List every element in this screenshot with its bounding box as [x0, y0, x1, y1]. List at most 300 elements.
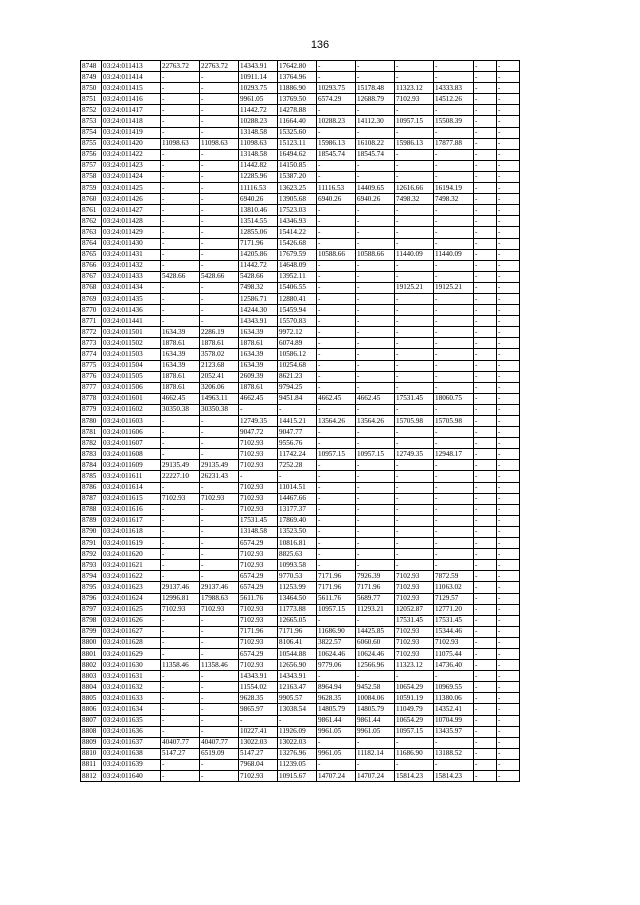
table-cell: - [474, 305, 497, 316]
table-cell: 11926.09 [278, 726, 317, 737]
table-cell: - [200, 216, 239, 227]
table-cell: - [474, 671, 497, 682]
table-cell: 3578.02 [200, 349, 239, 360]
table-row [81, 227, 520, 238]
table-cell: - [200, 105, 239, 116]
table-cell: 13464.50 [278, 593, 317, 604]
table-cell: - [497, 604, 520, 615]
table-cell: 8773 [81, 338, 102, 349]
table-cell: - [317, 538, 356, 549]
table-cell: 5611.76 [317, 593, 356, 604]
table-cell: 14346.93 [278, 216, 317, 227]
table-cell: 7102.93 [395, 94, 434, 105]
table-cell: - [356, 72, 395, 83]
table-cell: - [474, 83, 497, 94]
table-cell: - [497, 316, 520, 327]
table-cell: 8761 [81, 205, 102, 216]
table-cell: 11742.24 [278, 449, 317, 460]
table-cell: 9628.35 [317, 693, 356, 704]
table-cell: 6574.29 [239, 582, 278, 593]
table-cell: - [395, 737, 434, 748]
table-cell: 8777 [81, 382, 102, 393]
table-cell: - [497, 582, 520, 593]
table-cell: 14707.24 [356, 771, 395, 782]
table-cell: - [497, 637, 520, 648]
table-cell: 8758 [81, 171, 102, 182]
table-cell: 03:24:011505 [102, 371, 161, 382]
table-cell: 8775 [81, 360, 102, 371]
table-cell: - [317, 460, 356, 471]
table-cell: 22227.10 [161, 471, 200, 482]
table-cell: 8754 [81, 127, 102, 138]
table-cell: 1634.39 [239, 327, 278, 338]
table-row [81, 549, 520, 560]
table-cell: - [474, 360, 497, 371]
table-cell: - [497, 216, 520, 227]
table-cell: - [200, 260, 239, 271]
table-row [81, 94, 520, 105]
table-cell: 8807 [81, 715, 102, 726]
table-row [81, 682, 520, 693]
table-cell: - [356, 127, 395, 138]
table-cell: 4662.45 [317, 393, 356, 404]
table-cell: - [317, 382, 356, 393]
table-cell: 1634.39 [161, 349, 200, 360]
table-cell: 10816.81 [278, 538, 317, 549]
table-cell: - [497, 171, 520, 182]
table-cell: 13038.54 [278, 704, 317, 715]
table-cell: 8764 [81, 238, 102, 249]
table-cell: 11440.09 [395, 249, 434, 260]
table-row [81, 715, 520, 726]
table-cell: - [434, 227, 474, 238]
table-cell: - [474, 171, 497, 182]
table-cell: 9556.76 [278, 438, 317, 449]
table-cell: 8802 [81, 660, 102, 671]
table-cell: - [395, 460, 434, 471]
table-cell: 4662.45 [356, 393, 395, 404]
table-cell: 11358.46 [200, 660, 239, 671]
table-row [81, 61, 520, 72]
table-row [81, 604, 520, 615]
table-cell: 10591.19 [395, 693, 434, 704]
table-cell: 26231.43 [200, 471, 239, 482]
table-cell: 12688.79 [356, 94, 395, 105]
table-cell: - [317, 338, 356, 349]
table-cell: 12665.05 [278, 615, 317, 626]
table-cell: 10957.15 [356, 449, 395, 460]
table-cell: - [497, 116, 520, 127]
table-cell: - [474, 293, 497, 304]
table-cell: 11098.63 [239, 138, 278, 149]
table-cell: - [200, 72, 239, 83]
table-cell: 03:24:011611 [102, 471, 161, 482]
table-cell: - [395, 671, 434, 682]
table-cell: - [356, 205, 395, 216]
table-cell: 14343.91 [239, 61, 278, 72]
table-cell: 8772 [81, 327, 102, 338]
table-cell: - [474, 482, 497, 493]
table-cell: - [474, 338, 497, 349]
table-cell: 8825.63 [278, 549, 317, 560]
table-row [81, 571, 520, 582]
table-cell: - [497, 438, 520, 449]
table-cell: - [395, 293, 434, 304]
table-cell: 5611.76 [239, 593, 278, 604]
table-cell: - [161, 726, 200, 737]
table-cell: 03:24:011636 [102, 726, 161, 737]
table-cell: - [161, 260, 200, 271]
table-cell: 8811 [81, 759, 102, 770]
table-cell: 11063.02 [434, 582, 474, 593]
table-cell: - [474, 471, 497, 482]
table-cell: 03:24:011415 [102, 83, 161, 94]
table-cell: - [395, 382, 434, 393]
table-cell: - [434, 205, 474, 216]
table-cell: - [200, 482, 239, 493]
table-cell: 1878.61 [161, 371, 200, 382]
table-row [81, 127, 520, 138]
table-cell: 10969.55 [434, 682, 474, 693]
table-cell: 14352.41 [434, 704, 474, 715]
table-cell: 9961.05 [356, 726, 395, 737]
table-cell: - [200, 305, 239, 316]
table-cell: 7171.96 [356, 582, 395, 593]
table-cell: 7926.39 [356, 571, 395, 582]
table-cell: 13177.37 [278, 504, 317, 515]
table-cell: 03:24:011621 [102, 560, 161, 571]
table-cell: - [161, 449, 200, 460]
table-cell: - [356, 526, 395, 537]
table-cell: 5689.77 [356, 593, 395, 604]
table-cell: 8770 [81, 305, 102, 316]
table-cell: - [161, 416, 200, 427]
table-cell: - [356, 360, 395, 371]
table-cell: 03:24:011638 [102, 748, 161, 759]
table-cell: - [497, 748, 520, 759]
table-cell: 03:24:011622 [102, 571, 161, 582]
table-cell: 11116.53 [317, 183, 356, 194]
table-cell: 11293.21 [356, 604, 395, 615]
table-row [81, 615, 520, 626]
table-cell: 8769 [81, 293, 102, 304]
table-row [81, 327, 520, 338]
table-cell: 03:24:011631 [102, 671, 161, 682]
table-cell: - [474, 604, 497, 615]
table-row [81, 83, 520, 94]
table-cell: - [497, 282, 520, 293]
table-cell: 15570.83 [278, 316, 317, 327]
table-cell: - [161, 282, 200, 293]
table-cell: - [474, 194, 497, 205]
table-cell: 03:24:011432 [102, 260, 161, 271]
table-cell: - [497, 160, 520, 171]
table-cell: - [434, 293, 474, 304]
table-cell: - [497, 360, 520, 371]
table-cell: 12996.81 [161, 593, 200, 604]
table-cell: - [395, 538, 434, 549]
table-cell: 03:24:011640 [102, 771, 161, 782]
table-cell: 8755 [81, 138, 102, 149]
table-cell: 14805.79 [356, 704, 395, 715]
table-cell: 14333.83 [434, 83, 474, 94]
table-cell: 10293.75 [239, 83, 278, 94]
table-cell: - [497, 260, 520, 271]
table-cell: - [395, 471, 434, 482]
table-cell: 10957.15 [395, 116, 434, 127]
table-cell: 14648.09 [278, 260, 317, 271]
table-cell: - [161, 482, 200, 493]
table-cell: 8805 [81, 693, 102, 704]
table-cell: - [474, 526, 497, 537]
table-cell: - [497, 493, 520, 504]
table-cell: 13769.50 [278, 94, 317, 105]
table-cell: - [317, 171, 356, 182]
table-cell: 17531.45 [239, 515, 278, 526]
table-row [81, 72, 520, 83]
table-cell: 14512.26 [434, 94, 474, 105]
table-row [81, 194, 520, 205]
table-cell: - [200, 626, 239, 637]
table-cell: - [497, 149, 520, 160]
table-row [81, 471, 520, 482]
table-cell: - [278, 404, 317, 415]
table-cell: 03:24:011608 [102, 449, 161, 460]
table-cell: 8776 [81, 371, 102, 382]
table-cell: - [356, 105, 395, 116]
table-cell: 7102.93 [239, 460, 278, 471]
table-cell: 15178.48 [356, 83, 395, 94]
table-cell: 13764.96 [278, 72, 317, 83]
table-cell: - [317, 61, 356, 72]
table-cell: 9905.57 [278, 693, 317, 704]
table-cell: - [395, 349, 434, 360]
table-body [81, 61, 520, 782]
table-cell: - [474, 271, 497, 282]
table-cell: 8786 [81, 482, 102, 493]
table-row [81, 460, 520, 471]
table-cell: - [161, 759, 200, 770]
table-cell: - [356, 515, 395, 526]
table-cell: - [474, 593, 497, 604]
table-cell: 03:24:011416 [102, 94, 161, 105]
table-cell: 4662.45 [239, 393, 278, 404]
table-row [81, 371, 520, 382]
table-cell: - [395, 72, 434, 83]
table-cell: 29137.46 [161, 582, 200, 593]
table-cell: - [161, 526, 200, 537]
table-cell: - [434, 327, 474, 338]
table-row [81, 105, 520, 116]
table-cell: 11323.12 [395, 660, 434, 671]
table-cell: - [356, 238, 395, 249]
table-cell: 11554.02 [239, 682, 278, 693]
table-cell: 5428.66 [239, 271, 278, 282]
table-row [81, 449, 520, 460]
table-cell: 8797 [81, 604, 102, 615]
table-cell: - [497, 737, 520, 748]
table-cell: - [474, 549, 497, 560]
table-cell: 03:24:011430 [102, 238, 161, 249]
table-cell: 11098.63 [161, 138, 200, 149]
table-cell: - [474, 371, 497, 382]
table-cell: 03:24:011435 [102, 293, 161, 304]
table-row [81, 704, 520, 715]
table-cell: 15344.46 [434, 626, 474, 637]
table-cell: - [317, 427, 356, 438]
table-cell: 9861.44 [317, 715, 356, 726]
table-cell: - [474, 737, 497, 748]
table-cell: - [356, 460, 395, 471]
table-cell: 11442.72 [239, 105, 278, 116]
table-cell: 10586.12 [278, 349, 317, 360]
table-cell: - [161, 149, 200, 160]
table-cell: 16494.62 [278, 149, 317, 160]
table-cell: - [497, 227, 520, 238]
table-cell: - [497, 648, 520, 659]
table-row [81, 216, 520, 227]
table-cell: 8803 [81, 671, 102, 682]
table-cell: - [356, 61, 395, 72]
table-cell: 13952.11 [278, 271, 317, 282]
table-cell: 8749 [81, 72, 102, 83]
table-cell: 8796 [81, 593, 102, 604]
table-cell: - [161, 194, 200, 205]
table-cell: 03:24:011504 [102, 360, 161, 371]
table-cell: - [434, 305, 474, 316]
table-cell: 7102.93 [395, 626, 434, 637]
table-cell: 8752 [81, 105, 102, 116]
table-cell: - [474, 316, 497, 327]
table-cell: 1634.39 [239, 360, 278, 371]
table-cell: - [474, 682, 497, 693]
table-row [81, 271, 520, 282]
table-cell: - [200, 194, 239, 205]
table-cell: - [161, 504, 200, 515]
table-cell: 11886.90 [278, 83, 317, 94]
table-cell: - [200, 759, 239, 770]
table-cell: - [317, 371, 356, 382]
table-cell: 4662.45 [161, 393, 200, 404]
table-cell: 10624.46 [356, 648, 395, 659]
table-cell: - [317, 360, 356, 371]
table-cell: - [317, 72, 356, 83]
table-cell: 8792 [81, 549, 102, 560]
table-cell: - [317, 271, 356, 282]
table-cell: 8771 [81, 316, 102, 327]
table-cell: - [434, 560, 474, 571]
table-cell: 7102.93 [239, 771, 278, 782]
table-cell: 10227.41 [239, 726, 278, 737]
table-cell: 03:24:011426 [102, 194, 161, 205]
table-cell: 7102.93 [161, 493, 200, 504]
table-cell: - [434, 260, 474, 271]
table-cell: 12749.35 [395, 449, 434, 460]
table-cell: 18545.74 [356, 149, 395, 160]
table-cell: 03:24:011619 [102, 538, 161, 549]
table-row [81, 238, 520, 249]
table-cell: 7102.93 [200, 604, 239, 615]
table-cell: 7102.93 [239, 637, 278, 648]
table-cell: 30350.38 [200, 404, 239, 415]
table-cell: 6074.89 [278, 338, 317, 349]
table-cell: 03:24:011616 [102, 504, 161, 515]
table-cell: 6060.60 [356, 637, 395, 648]
table-cell: 11098.63 [200, 138, 239, 149]
table-cell: - [474, 771, 497, 782]
table-cell: 8783 [81, 449, 102, 460]
table-cell: - [317, 482, 356, 493]
table-cell: - [200, 449, 239, 460]
table-cell: - [200, 316, 239, 327]
table-cell: 03:24:011420 [102, 138, 161, 149]
table-cell: - [317, 471, 356, 482]
table-cell: - [497, 404, 520, 415]
table-cell: 13022.03 [239, 737, 278, 748]
table-cell: 8964.94 [317, 682, 356, 693]
table-cell: - [434, 404, 474, 415]
table-cell: 14343.91 [278, 671, 317, 682]
table-cell: 14415.21 [278, 416, 317, 427]
table-row [81, 748, 520, 759]
table-cell: - [200, 715, 239, 726]
table-cell: - [474, 205, 497, 216]
table-cell: - [161, 571, 200, 582]
table-row [81, 149, 520, 160]
table-cell: - [497, 194, 520, 205]
table-cell: 1878.61 [239, 338, 278, 349]
table-cell: 7171.96 [317, 582, 356, 593]
table-cell: - [200, 693, 239, 704]
table-cell: 11182.14 [356, 748, 395, 759]
table-cell: - [200, 249, 239, 260]
table-cell: 8810 [81, 748, 102, 759]
table-cell: - [497, 460, 520, 471]
table-cell: 10915.67 [278, 771, 317, 782]
table-cell: - [395, 260, 434, 271]
table-cell: - [200, 205, 239, 216]
table-cell: 11049.79 [395, 704, 434, 715]
table-cell: 2286.19 [200, 327, 239, 338]
table-cell: - [474, 105, 497, 116]
table-cell: 14707.24 [317, 771, 356, 782]
table-cell: - [317, 349, 356, 360]
table-cell: - [497, 338, 520, 349]
table-cell: - [317, 327, 356, 338]
table-cell: - [317, 127, 356, 138]
table-cell: 8762 [81, 216, 102, 227]
table-cell: 15705.98 [434, 416, 474, 427]
table-cell: - [200, 704, 239, 715]
table-row [81, 282, 520, 293]
table-cell: - [497, 693, 520, 704]
table-cell: - [395, 327, 434, 338]
table-cell: 03:24:011629 [102, 648, 161, 659]
table-cell: 10654.29 [395, 682, 434, 693]
table-cell: - [497, 682, 520, 693]
table-cell: - [356, 271, 395, 282]
table-cell: 6574.29 [239, 648, 278, 659]
table-cell: 14343.91 [239, 316, 278, 327]
table-cell: 8763 [81, 227, 102, 238]
table-cell: 03:24:011623 [102, 582, 161, 593]
table-cell: - [474, 504, 497, 515]
table-cell: - [434, 493, 474, 504]
table-row [81, 671, 520, 682]
table-cell: - [356, 216, 395, 227]
table-cell: 03:24:011630 [102, 660, 161, 671]
table-cell: - [356, 282, 395, 293]
